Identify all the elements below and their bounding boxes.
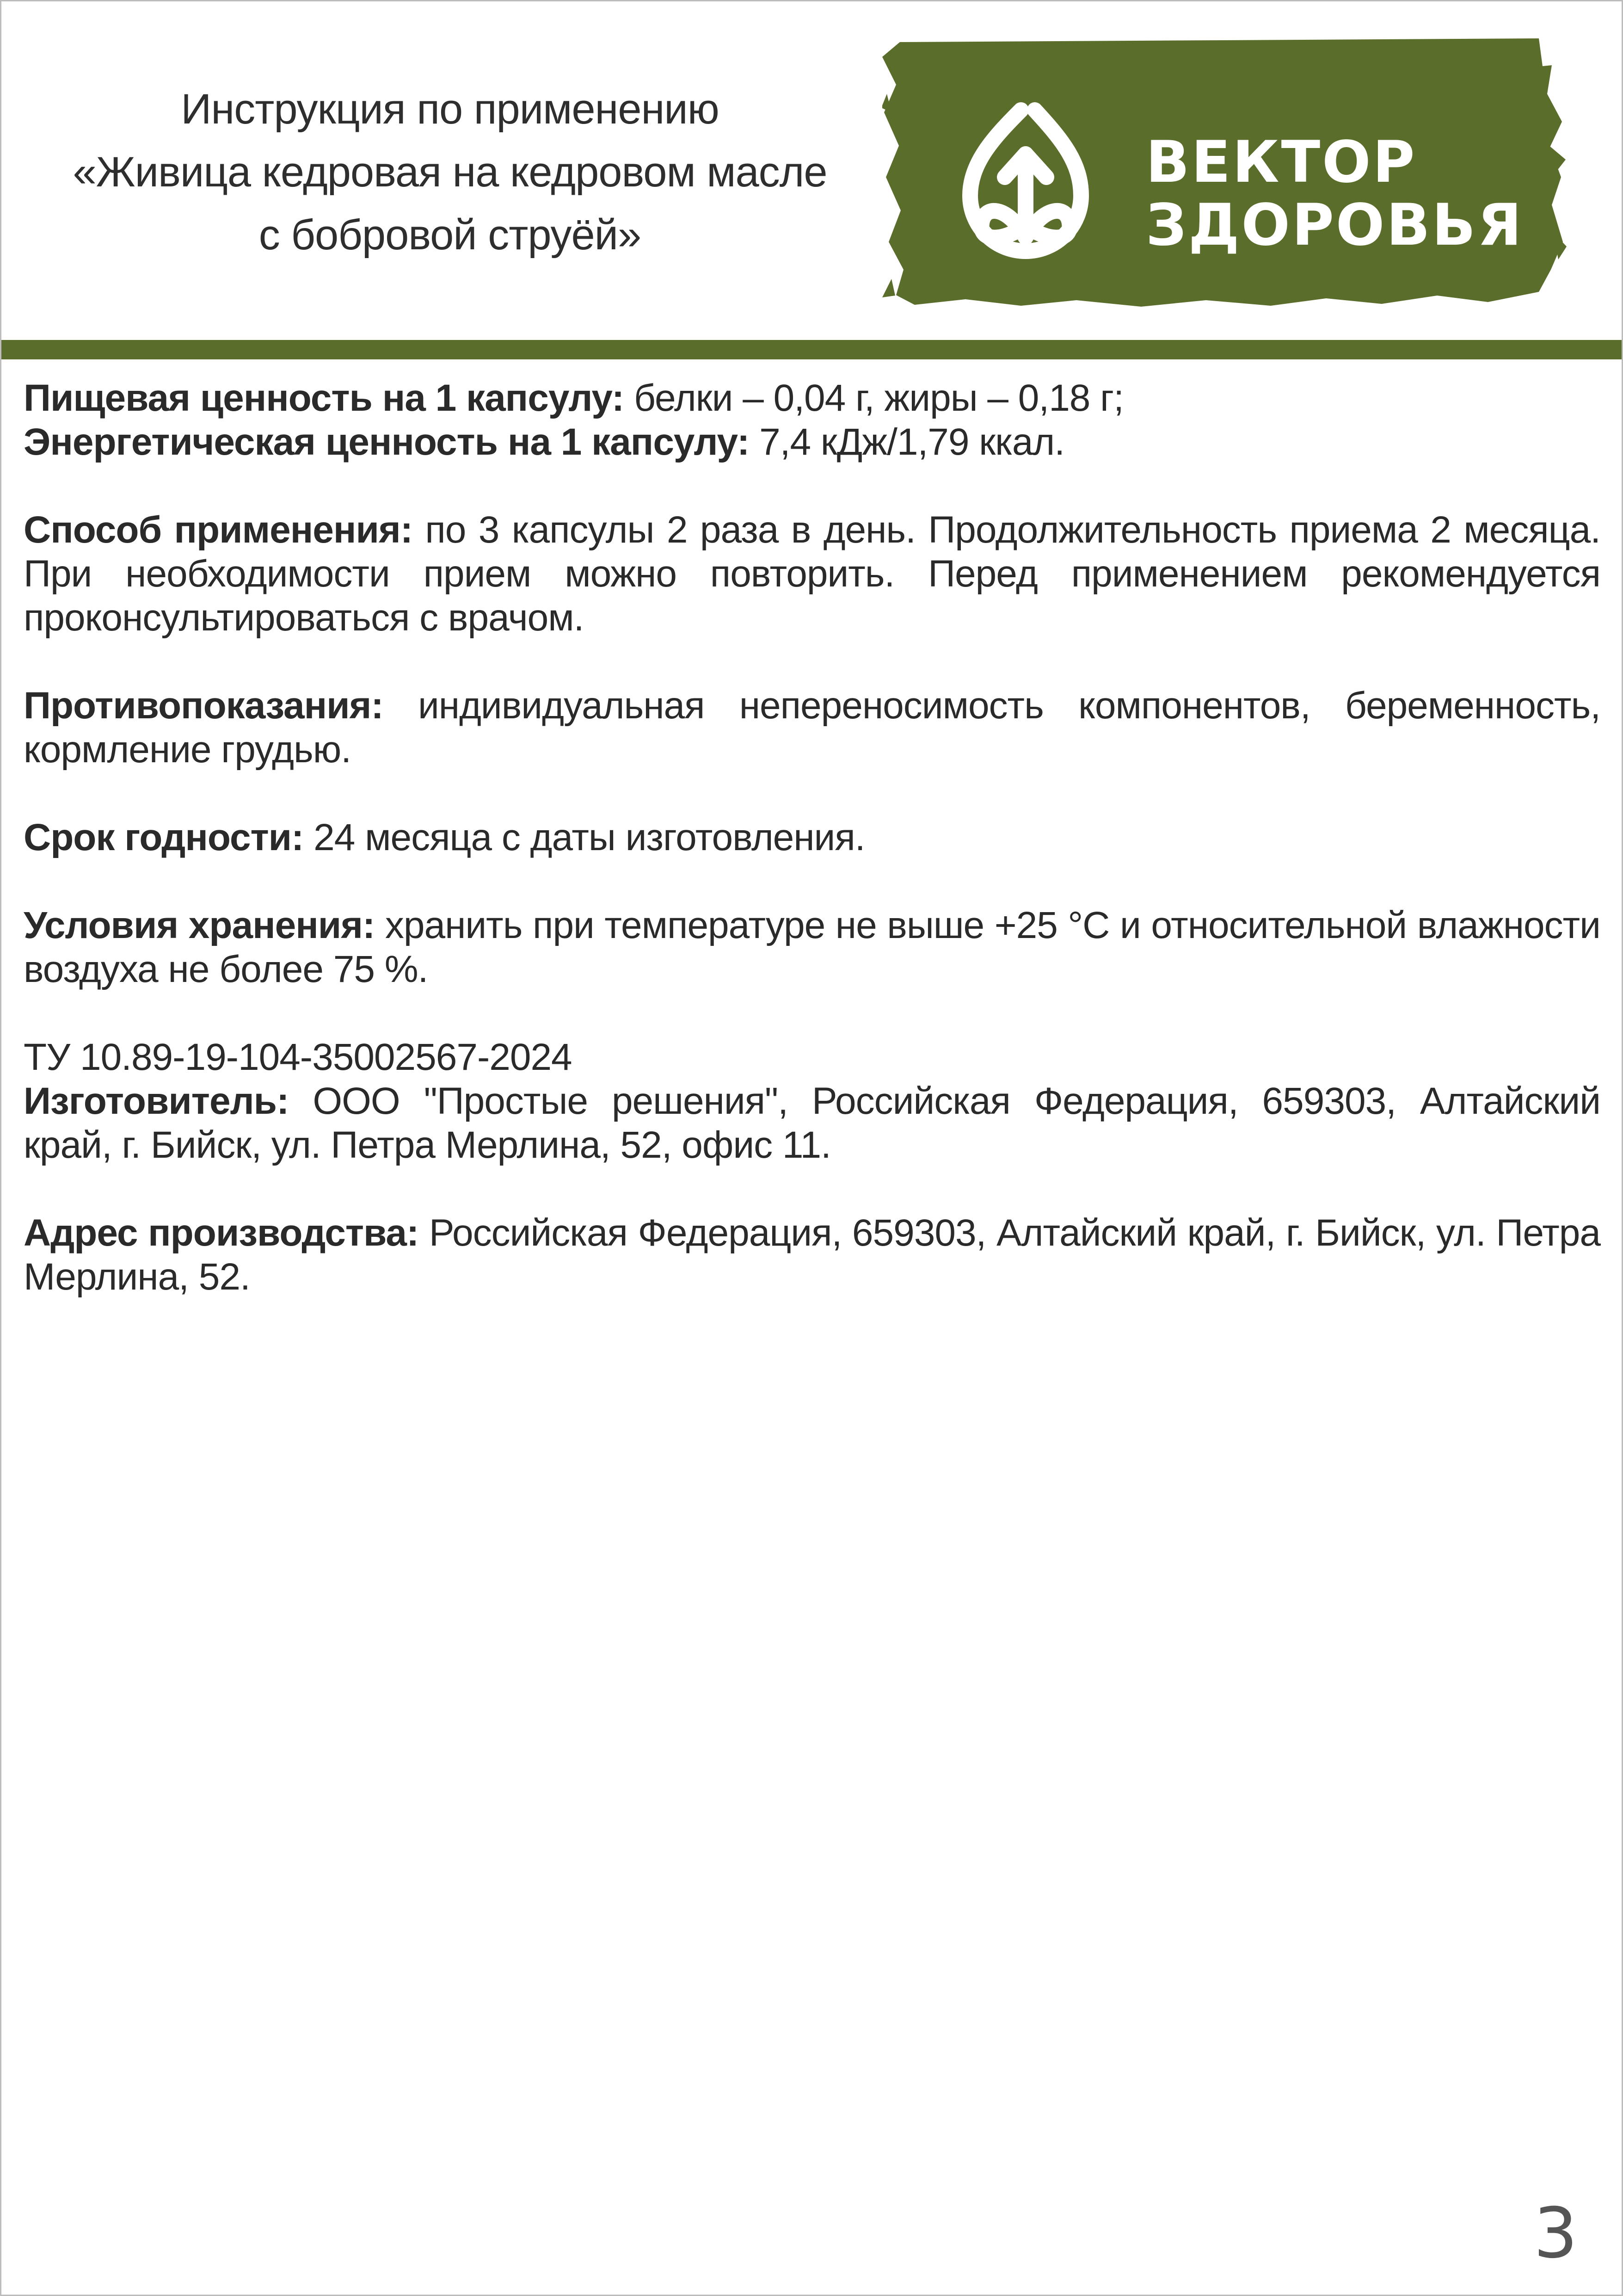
nutrition-label: Пищевая ценность на 1 капсулу: (24, 377, 624, 419)
contraindications-paragraph (24, 684, 1600, 772)
tu-code: ТУ 10.89-19-104-35002567-2024 (24, 1036, 572, 1078)
usage-paragraph (24, 508, 1600, 640)
production-address-label: Адрес производства: (24, 1212, 419, 1254)
usage-text: по 3 капсулы 2 раза в день. Продолжительность приема 2 месяца. При необходимости прием можно повторить. Перед применением рекомендуется проконсультироваться с врачом. (24, 509, 1600, 639)
production-address-paragraph (24, 1211, 1600, 1299)
energy-value: 7,4 кДж/1,79 ккал. (749, 421, 1065, 463)
contraindications-text: индивидуальная непереносимость компонентов, беременность, кормление грудью. (24, 685, 1600, 771)
nutrition-value: белки – 0,04 г, жиры – 0,18 г; (624, 377, 1124, 419)
production-address-text: Российская Федерация, 659303, Алтайский край, г. Бийск, ул. Петра Мерлина, 52. (24, 1212, 1600, 1298)
storage-text: хранить при температуре не выше +25 °С и относительной влажности воздуха не более 75 %. (24, 904, 1600, 990)
storage-label: Условия хранения: (24, 904, 375, 946)
brand-logo (882, 38, 1567, 309)
title-line-3: с бобровой струёй» (258, 211, 641, 259)
manufacturer-label: Изготовитель: (24, 1080, 289, 1122)
storage-paragraph (24, 903, 1600, 991)
nutrition-paragraph (24, 376, 1600, 464)
instruction-body (24, 376, 1600, 1299)
page-number: 3 (1533, 2193, 1578, 2274)
page-title (11, 78, 889, 266)
title-line-1: Инструкция по применению (181, 86, 719, 133)
shelf-life-text: 24 месяца с даты изготовления. (303, 816, 865, 858)
contraindications-label: Противопоказания: (24, 685, 383, 727)
shelf-life-paragraph (24, 815, 1600, 859)
logo-wordmark (1146, 131, 1524, 257)
manufacturer-text: ООО "Простые решения", Российская Федерация, 659303, Алтайский край, г. Бийск, ул. Петра Мерлина, 52, офис 11. (24, 1080, 1600, 1166)
energy-label: Энергетическая ценность на 1 капсулу: (24, 421, 750, 463)
tu-paragraph (24, 1035, 1600, 1167)
logo-line-2: ЗДОРОВЬЯ (1146, 192, 1524, 259)
title-line-2: «Живица кедровая на кедровом масле (73, 148, 827, 196)
logo-line-1: ВЕКТОР (1146, 129, 1417, 196)
usage-label: Способ применения: (24, 509, 413, 551)
shelf-life-label: Срок годности: (24, 816, 304, 858)
header-divider (1, 340, 1622, 359)
